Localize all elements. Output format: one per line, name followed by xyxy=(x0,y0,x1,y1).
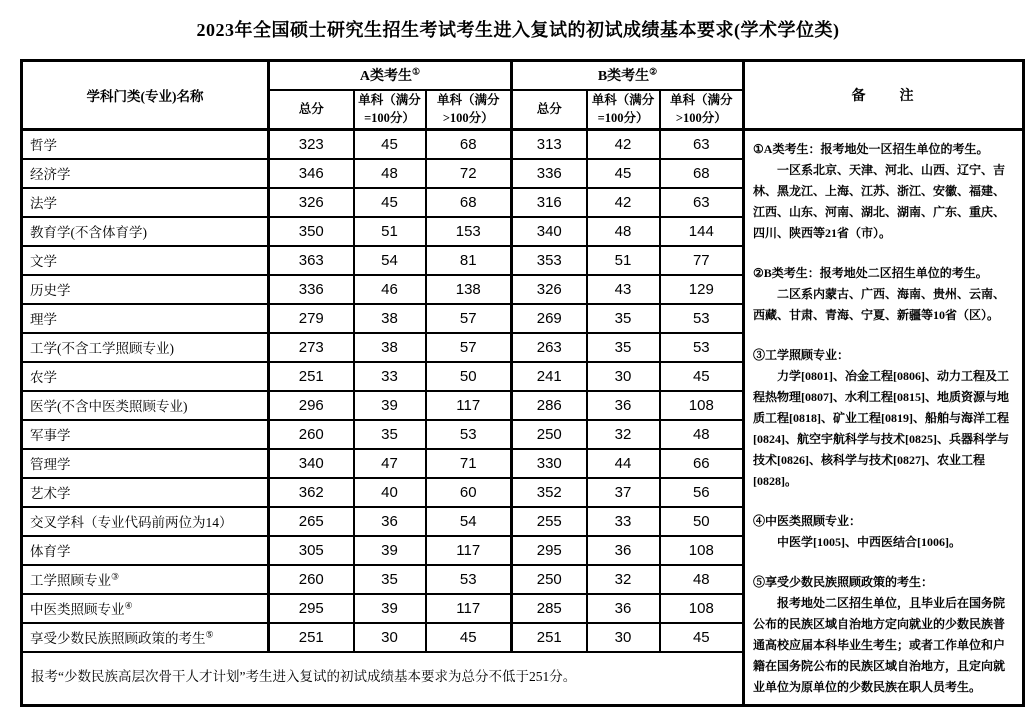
score-cell-b-single-over: 53 xyxy=(660,304,744,333)
score-cell-a-single: 51 xyxy=(354,217,426,246)
subject-name: 艺术学 xyxy=(30,486,71,501)
score-cell-b-single: 30 xyxy=(587,362,660,391)
subject-name: 中医类照顾专业 xyxy=(30,602,125,617)
score-cell-b-total: 250 xyxy=(512,565,587,594)
score-cell-b-single-over: 63 xyxy=(660,188,744,217)
subject-name-cell xyxy=(22,130,269,159)
score-cell-b-single: 37 xyxy=(587,478,660,507)
page-title: 2023年全国硕士研究生招生考试考生进入复试的初试成绩基本要求(学术学位类) xyxy=(196,20,840,40)
subject-name: 管理学 xyxy=(30,457,71,472)
score-cell-a-single-over: 68 xyxy=(426,188,512,217)
score-cell-a-single-over: 53 xyxy=(426,565,512,594)
b-single-over-100-header: 单科（满分>100分） xyxy=(660,90,744,130)
score-cell-b-single-over: 50 xyxy=(660,507,744,536)
subject-name-cell xyxy=(22,536,269,565)
subject-name: 农学 xyxy=(30,370,57,385)
score-cell-a-single: 30 xyxy=(354,623,426,652)
score-cell-b-single-over: 144 xyxy=(660,217,744,246)
score-cell-a-total: 323 xyxy=(269,130,354,159)
score-cell-a-total: 346 xyxy=(269,159,354,188)
score-cell-b-total: 255 xyxy=(512,507,587,536)
note-body: 报考地处二区招生单位，且毕业后在国务院公布的民族区域自治地方定向就业的少数民族普通高校应届本科毕业生考生；或者工作单位和户籍在国务院公布的民族区域自治地方，且定向就业单位为原单位的少数民族在职人员考生。 xyxy=(753,596,1006,694)
score-cell-b-total: 313 xyxy=(512,130,587,159)
score-cell-a-total: 273 xyxy=(269,333,354,362)
subject-name-cell xyxy=(22,391,269,420)
score-cell-b-total: 330 xyxy=(512,449,587,478)
score-cell-a-single: 39 xyxy=(354,594,426,623)
a-single-over-100-header: 单科（满分>100分） xyxy=(426,90,512,130)
note-body: 力学[0801]、冶金工程[0806]、动力工程及工程热物理[0807]、水利工程[0815]、地质资源与地质工程[0818]、矿业工程[0819]、船舶与海洋工程[0824]、航空宇航科学与技术[0825]、兵器科学与技术[0826]、核科学与技术[0827]、农业工程[0828]。 xyxy=(753,369,1010,488)
score-cell-a-single: 47 xyxy=(354,449,426,478)
table-body xyxy=(22,130,1024,706)
header-row-groups xyxy=(22,61,1024,90)
score-cell-a-single-over: 54 xyxy=(426,507,512,536)
note-lead: ④中医类照顾专业： xyxy=(753,514,862,528)
score-cell-a-total: 305 xyxy=(269,536,354,565)
score-cell-a-single-over: 153 xyxy=(426,217,512,246)
group-b-note-ref: ② xyxy=(649,66,658,77)
score-cell-b-single: 45 xyxy=(587,159,660,188)
note-lead: ②B类考生：报考地处二区招生单位的考生。 xyxy=(753,266,988,280)
score-cell-a-single-over: 68 xyxy=(426,130,512,159)
score-cell-b-total: 263 xyxy=(512,333,587,362)
subject-name-cell xyxy=(22,304,269,333)
remarks-cell xyxy=(744,130,1024,706)
score-cell-a-total: 260 xyxy=(269,420,354,449)
subject-name: 交叉学科（专业代码前两位为14） xyxy=(30,515,233,530)
score-cell-a-single-over: 71 xyxy=(426,449,512,478)
score-cell-a-single: 48 xyxy=(354,159,426,188)
score-cell-a-single-over: 57 xyxy=(426,333,512,362)
score-cell-b-single-over: 53 xyxy=(660,333,744,362)
note-body: 一区系北京、天津、河北、山西、辽宁、吉林、黑龙江、上海、江苏、浙江、安徽、福建、江西、山东、河南、湖北、湖南、广东、重庆、四川、陕西等21省（市）。 xyxy=(753,163,1006,240)
score-cell-b-single-over: 48 xyxy=(660,565,744,594)
score-cell-a-total: 340 xyxy=(269,449,354,478)
b-single-100-header: 单科（满分=100分） xyxy=(587,90,660,130)
score-cell-b-total: 352 xyxy=(512,478,587,507)
score-cell-a-single-over: 45 xyxy=(426,623,512,652)
score-cell-a-total: 296 xyxy=(269,391,354,420)
score-cell-b-single: 36 xyxy=(587,536,660,565)
subject-name-cell xyxy=(22,565,269,594)
score-cell-b-single: 36 xyxy=(587,391,660,420)
score-cell-a-total: 265 xyxy=(269,507,354,536)
score-cell-b-total: 326 xyxy=(512,275,587,304)
score-cell-b-single: 35 xyxy=(587,304,660,333)
score-cell-a-single-over: 50 xyxy=(426,362,512,391)
score-cell-b-single: 44 xyxy=(587,449,660,478)
score-cell-b-single: 42 xyxy=(587,188,660,217)
score-cell-a-single: 40 xyxy=(354,478,426,507)
remarks-notes xyxy=(753,139,1013,698)
score-cell-b-total: 353 xyxy=(512,246,587,275)
subject-name: 法学 xyxy=(30,196,57,211)
subject-name: 军事学 xyxy=(30,428,71,443)
score-cell-b-single-over: 63 xyxy=(660,130,744,159)
score-table xyxy=(20,59,1025,707)
score-cell-a-single: 46 xyxy=(354,275,426,304)
score-cell-a-total: 363 xyxy=(269,246,354,275)
score-cell-b-total: 250 xyxy=(512,420,587,449)
footer-note: 报考“少数民族高层次骨干人才计划”考生进入复试的初试成绩基本要求为总分不低于251分。 xyxy=(22,652,744,706)
subject-note-ref: ⑤ xyxy=(205,629,214,640)
a-single-100-header: 单科（满分=100分） xyxy=(354,90,426,130)
subject-name: 经济学 xyxy=(30,167,71,182)
score-cell-b-single: 48 xyxy=(587,217,660,246)
score-cell-a-single-over: 117 xyxy=(426,536,512,565)
table-row xyxy=(22,130,1024,159)
note-body: 中医学[1005]、中西医结合[1006]。 xyxy=(777,535,962,549)
subject-name-cell xyxy=(22,420,269,449)
subject-name-cell xyxy=(22,246,269,275)
score-cell-b-total: 295 xyxy=(512,536,587,565)
subject-name-cell xyxy=(22,217,269,246)
score-cell-b-total: 251 xyxy=(512,623,587,652)
group-a-note-ref: ① xyxy=(412,66,421,77)
note-lead: ⑤享受少数民族照顾政策的考生： xyxy=(753,575,934,589)
score-cell-a-total: 260 xyxy=(269,565,354,594)
score-cell-b-single-over: 68 xyxy=(660,159,744,188)
subject-name-cell xyxy=(22,449,269,478)
score-cell-a-single: 39 xyxy=(354,391,426,420)
score-cell-b-single-over: 45 xyxy=(660,362,744,391)
score-cell-a-single-over: 60 xyxy=(426,478,512,507)
score-cell-a-total: 336 xyxy=(269,275,354,304)
score-cell-b-total: 285 xyxy=(512,594,587,623)
score-cell-a-single: 38 xyxy=(354,333,426,362)
score-cell-a-single: 35 xyxy=(354,420,426,449)
subject-name-cell xyxy=(22,275,269,304)
subject-name-cell xyxy=(22,333,269,362)
subject-name-cell xyxy=(22,159,269,188)
score-cell-a-single-over: 72 xyxy=(426,159,512,188)
score-cell-b-single: 32 xyxy=(587,420,660,449)
score-cell-b-single: 35 xyxy=(587,333,660,362)
subject-name: 工学照顾专业 xyxy=(30,573,111,588)
subject-name: 理学 xyxy=(30,312,57,327)
subject-name: 医学(不含中医类照顾专业) xyxy=(30,399,188,414)
score-cell-b-single: 32 xyxy=(587,565,660,594)
subject-name: 历史学 xyxy=(30,283,71,298)
subject-name: 享受少数民族照顾政策的考生 xyxy=(30,631,206,646)
group-b-header xyxy=(512,61,744,90)
score-cell-a-single-over: 117 xyxy=(426,391,512,420)
b-total-header: 总分 xyxy=(512,90,587,130)
subject-name: 体育学 xyxy=(30,544,71,559)
score-cell-a-total: 362 xyxy=(269,478,354,507)
table-header xyxy=(22,61,1024,130)
subject-name-cell xyxy=(22,507,269,536)
score-cell-b-total: 269 xyxy=(512,304,587,333)
score-cell-b-single-over: 108 xyxy=(660,536,744,565)
score-cell-a-single: 54 xyxy=(354,246,426,275)
subject-name: 工学(不含工学照顾专业) xyxy=(30,341,174,356)
score-cell-a-total: 251 xyxy=(269,362,354,391)
subject-note-ref: ④ xyxy=(124,600,133,611)
note-lead: ①A类考生：报考地处一区招生单位的考生。 xyxy=(753,142,989,156)
score-cell-b-single: 43 xyxy=(587,275,660,304)
score-cell-a-single: 38 xyxy=(354,304,426,333)
group-a-header xyxy=(269,61,512,90)
group-b-label: B类考生 xyxy=(597,69,650,85)
score-cell-b-single-over: 66 xyxy=(660,449,744,478)
subject-column-header: 学科门类(专业)名称 xyxy=(22,61,269,130)
score-cell-a-total: 350 xyxy=(269,217,354,246)
score-cell-a-single: 39 xyxy=(354,536,426,565)
subject-name-cell xyxy=(22,594,269,623)
score-cell-b-single-over: 48 xyxy=(660,420,744,449)
score-cell-a-single-over: 117 xyxy=(426,594,512,623)
group-a-label: A类考生 xyxy=(359,69,413,85)
score-cell-b-single-over: 77 xyxy=(660,246,744,275)
score-cell-a-single-over: 138 xyxy=(426,275,512,304)
score-cell-b-total: 286 xyxy=(512,391,587,420)
score-cell-b-single: 30 xyxy=(587,623,660,652)
note-lead: ③工学照顾专业： xyxy=(753,348,850,362)
subject-name-cell xyxy=(22,188,269,217)
score-cell-a-single: 36 xyxy=(354,507,426,536)
subject-name: 教育学(不含体育学) xyxy=(30,225,147,240)
score-cell-b-single: 33 xyxy=(587,507,660,536)
subject-name: 文学 xyxy=(30,254,57,269)
score-cell-b-single-over: 45 xyxy=(660,623,744,652)
score-cell-a-single-over: 81 xyxy=(426,246,512,275)
subject-name-cell xyxy=(22,623,269,652)
score-cell-a-single: 35 xyxy=(354,565,426,594)
score-cell-b-total: 336 xyxy=(512,159,587,188)
score-cell-a-single-over: 57 xyxy=(426,304,512,333)
score-cell-a-single-over: 53 xyxy=(426,420,512,449)
score-cell-a-single: 45 xyxy=(354,130,426,159)
note-body: 二区系内蒙古、广西、海南、贵州、云南、西藏、甘肃、青海、宁夏、新疆等10省（区）。 xyxy=(753,287,1006,322)
score-cell-a-total: 326 xyxy=(269,188,354,217)
score-cell-a-single: 45 xyxy=(354,188,426,217)
score-cell-a-total: 279 xyxy=(269,304,354,333)
score-cell-b-single-over: 108 xyxy=(660,594,744,623)
score-cell-b-total: 316 xyxy=(512,188,587,217)
subject-name-cell xyxy=(22,362,269,391)
score-cell-b-single: 51 xyxy=(587,246,660,275)
remarks-column-header: 备 注 xyxy=(744,61,1024,130)
score-cell-b-total: 340 xyxy=(512,217,587,246)
score-cell-b-total: 241 xyxy=(512,362,587,391)
score-cell-a-total: 251 xyxy=(269,623,354,652)
score-cell-b-single-over: 129 xyxy=(660,275,744,304)
subject-name: 哲学 xyxy=(30,138,57,154)
score-cell-b-single-over: 56 xyxy=(660,478,744,507)
subject-note-ref: ③ xyxy=(111,571,120,582)
score-cell-b-single: 36 xyxy=(587,594,660,623)
subject-name-cell xyxy=(22,478,269,507)
score-cell-a-total: 295 xyxy=(269,594,354,623)
a-total-header: 总分 xyxy=(269,90,354,130)
score-cell-b-single: 42 xyxy=(587,130,660,159)
score-cell-b-single-over: 108 xyxy=(660,391,744,420)
score-cell-a-single: 33 xyxy=(354,362,426,391)
